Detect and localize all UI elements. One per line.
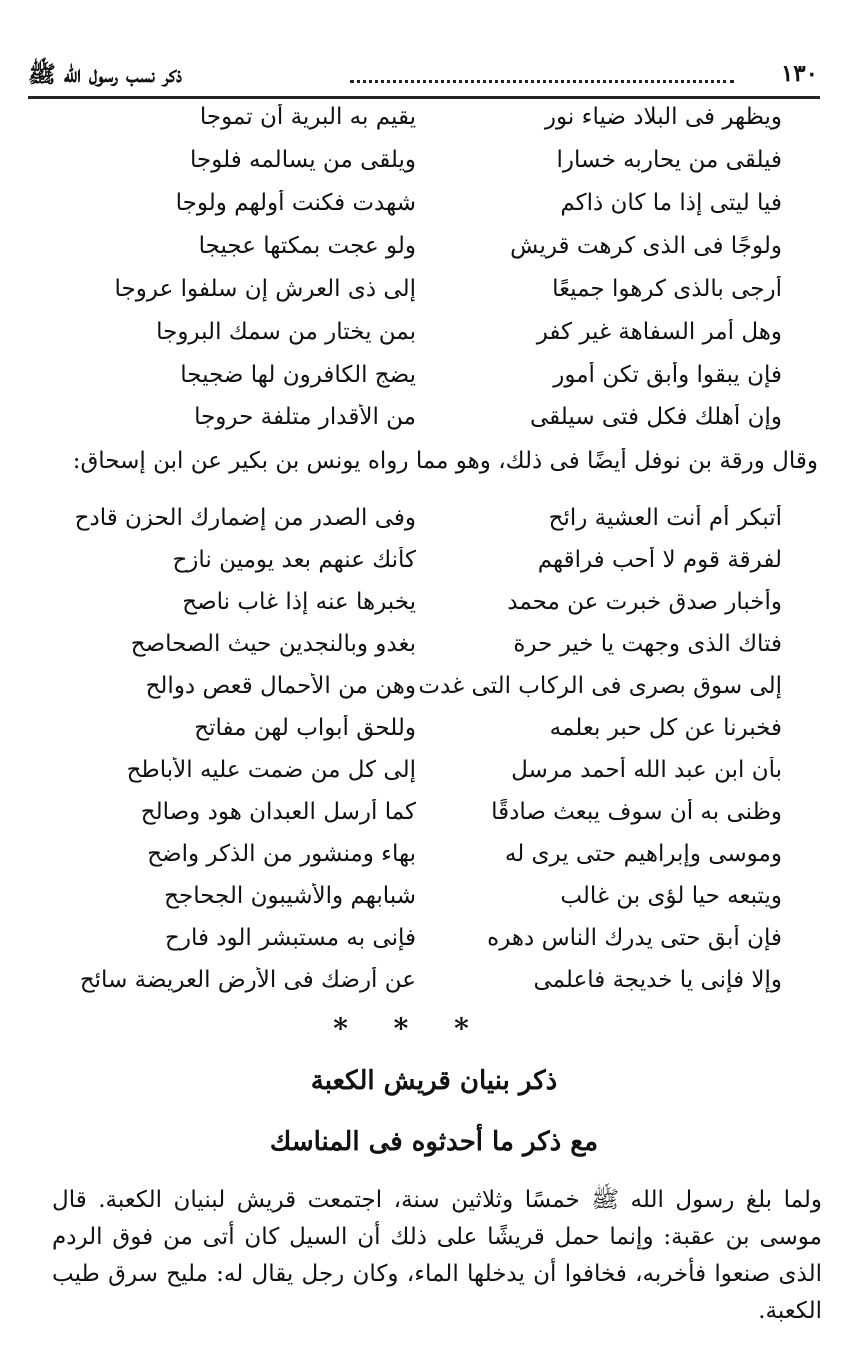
verse-line — [0, 547, 868, 587]
verse-first-hemistich: ويتبعه حيا لؤى بن غالب — [560, 883, 782, 909]
page-header — [28, 56, 818, 96]
verse-second-hemistich: كما أرسل العبدان هود وصالح — [140, 799, 416, 825]
verse-second-hemistich: يخبرها عنه إذا غاب ناصح — [182, 589, 416, 615]
verse-second-hemistich: فإنى به مستبشر الود فارح — [165, 925, 416, 951]
verse-line — [0, 404, 868, 444]
verse-first-hemistich: فإن أبق حتى يدرك الناس دهره — [487, 925, 782, 951]
verse-second-hemistich: ويلقى من يسالمه فلوجا — [190, 147, 416, 173]
verse-first-hemistich: وأخبار صدق خبرت عن محمد — [507, 589, 782, 615]
verse-first-hemistich: وموسى وإبراهيم حتى يرى له — [504, 841, 782, 867]
verse-line — [0, 673, 868, 713]
verse-line — [0, 757, 868, 797]
section-title: ذكر بنيان قريش الكعبة — [310, 1066, 558, 1096]
page-number: ١٣٠ — [780, 60, 818, 87]
verse-second-hemistich: بهاء ومنشور من الذكر واضح — [147, 841, 416, 867]
verse-first-hemistich: إلى سوق بصرى فى الركاب التى غدت — [418, 673, 782, 699]
verse-second-hemistich: يقيم به البرية أن تموجا — [199, 104, 416, 130]
verse-line — [0, 362, 868, 402]
verse-first-hemistich: فيلقى من يحاربه خسارا — [556, 147, 782, 173]
body-paragraph — [52, 1182, 822, 1330]
verse-line — [0, 925, 868, 965]
body-paragraph-text: ولما بلغ رسول الله ﷺ خمسًا وثلاثين سنة، اجتمعت قريش لبنيان الكعبة. قال موسى بن عقبة: وإنما حمل قريشًا على ذلك أن السيل كان أتى من فوق الردم الذى صنعوا فأخربه، فخافوا أن يدخلها الماء، وكان رجل يقال له: مليح سرق طيب الكعبة. — [52, 1187, 822, 1324]
verse-line — [0, 190, 868, 230]
verse-second-hemistich: وفى الصدر من إضمارك الحزن قادح — [74, 505, 416, 531]
verse-second-hemistich: ولو عجت بمكتها عجيجا — [198, 233, 416, 259]
verse-first-hemistich: وإلا فإنى يا خديجة فاعلمى — [533, 967, 782, 993]
verse-first-hemistich: لفرقة قوم لا أحب فراقهم — [537, 547, 782, 573]
verse-line — [0, 967, 868, 1007]
running-title: ذكر نسب رسول الله ﷺ — [28, 61, 183, 88]
verse-first-hemistich: أتبكر أم أنت العشية رائح — [548, 505, 782, 531]
verse-second-hemistich: وللحق أبواب لهن مفاتح — [194, 715, 416, 741]
verse-line — [0, 715, 868, 755]
intro-line: وقال ورقة بن نوفل أيضًا فى ذلك، وهو مما رواه يونس بن بكير عن ابن إسحاق: — [72, 448, 818, 474]
verse-second-hemistich: بمن يختار من سمك البروجا — [156, 319, 416, 345]
header-rule — [28, 96, 820, 99]
header-dotted-leader — [350, 70, 734, 83]
verse-line — [0, 841, 868, 881]
verse-first-hemistich: وإن أهلك فكل فتى سيلقى — [529, 404, 782, 430]
verse-first-hemistich: أرجى بالذى كرهوا جميعًا — [552, 276, 782, 302]
verse-line — [0, 799, 868, 839]
verse-second-hemistich: عن أرضك فى الأرض العريضة سائح — [79, 967, 416, 993]
verse-line — [0, 276, 868, 316]
verse-second-hemistich: إلى كل من ضمت عليه الأباطح — [126, 757, 416, 783]
verse-line — [0, 631, 868, 671]
verse-line — [0, 319, 868, 359]
verse-second-hemistich: يضج الكافرون لها ضجيجا — [180, 362, 416, 388]
verse-first-hemistich: فإن يبقوا وأبق تكن أمور — [553, 362, 782, 388]
verse-line — [0, 505, 868, 545]
verse-first-hemistich: وظنى به أن سوف يبعث صادقًا — [491, 799, 782, 825]
verse-second-hemistich: بغدو وبالنجدين حيث الصحاصح — [130, 631, 416, 657]
verse-line — [0, 147, 868, 187]
verse-line — [0, 104, 868, 144]
verse-first-hemistich: ويظهر فى البلاد ضياء نور — [544, 104, 782, 130]
verse-line — [0, 589, 868, 629]
verse-second-hemistich: كأنك عنهم بعد يومين نازح — [172, 547, 416, 573]
verse-first-hemistich: ولوجًا فى الذى كرهت قريش — [510, 233, 782, 259]
verse-second-hemistich: وهن من الأحمال قعص دوالح — [145, 673, 416, 699]
verse-second-hemistich: شهدت فكنت أولهم ولوجا — [175, 190, 416, 216]
verse-first-hemistich: فتاك الذى وجهت يا خير حرة — [513, 631, 782, 657]
verse-second-hemistich: شبابهم والأشيبون الجحاجح — [164, 883, 416, 909]
verse-second-hemistich: من الأقدار متلفة حروجا — [194, 404, 416, 430]
verse-line — [0, 233, 868, 273]
verse-first-hemistich: فخبرنا عن كل حبر بعلمه — [549, 715, 782, 741]
verse-line — [0, 883, 868, 923]
section-subtitle: مع ذكر ما أحدثوه فى المناسك — [269, 1127, 599, 1157]
verse-first-hemistich: بأن ابن عبد الله أحمد مرسل — [511, 757, 782, 783]
verse-first-hemistich: وهل أمر السفاهة غير كفر — [536, 319, 782, 345]
verse-second-hemistich: إلى ذى العرش إن سلفوا عروجا — [114, 276, 416, 302]
section-separator: * * * — [333, 1012, 487, 1045]
verse-first-hemistich: فيا ليتى إذا ما كان ذاكم — [560, 190, 782, 216]
